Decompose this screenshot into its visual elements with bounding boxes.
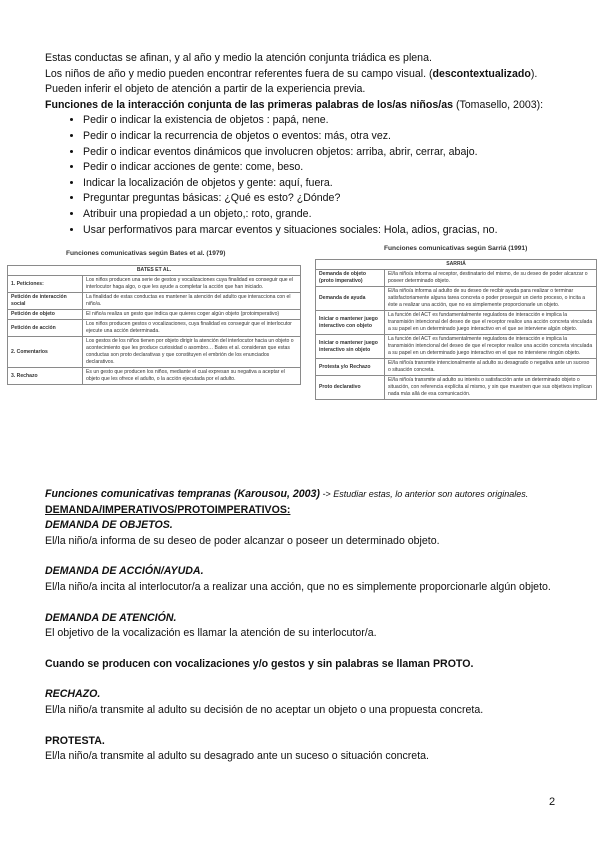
action-demand-heading: DEMANDA DE ACCIÓN/AYUDA. (45, 565, 204, 578)
sarria-table (315, 259, 597, 400)
attention-demand-heading: DEMANDA DE ATENCIÓN. (45, 611, 177, 624)
intro-line-2 (45, 67, 575, 83)
table-cell-value: La función del ACT es fundamentalmente reguladora de interacción e implica la transmisión intencional del deseo de que el receptor realice una acción concreta vinculada a su papel en un determinado juego interactivo en el que no interviene ningún objeto. (385, 335, 597, 359)
section-title-text: Funciones comunicativas tempranas (Karousou, 2003) (45, 488, 320, 500)
table-cell-key: Iniciar o mantener juego interactivo con objeto (316, 311, 385, 335)
table-row (8, 276, 301, 293)
protest-text: El/la niño/a transmite al adulto su desagrado ante un suceso o situación concreta. (45, 750, 429, 763)
table1-caption: Funciones comunicativas según Bates et al. (1979) (66, 250, 226, 257)
functions-list (45, 113, 575, 238)
table-cell-key: 3. Rechazo (8, 368, 83, 385)
protest-heading-text: PROTESTA. (45, 734, 105, 747)
list-item: • Pedir o indicar eventos dinámicos que involucren objetos: arriba, abrir, cerrar, abajo. (83, 145, 575, 161)
table-cell-value: La función del ACT es fundamentalmente reguladora de interacción e implica la transmisión intencional del deseo de que el receptor realice una acción concreta vinculada a su papel en un determinado juego interactivo en el que se interviene algún objeto. (385, 311, 597, 335)
intro-line-2-bold: descontextualizado (432, 67, 531, 80)
table-cell-key: Petición de acción (8, 320, 83, 337)
table-cell-value: El/la niño/a informa al receptor, destinatario del mismo, de su deseo de poder alcanzar o poseer determinado objeto. (385, 270, 597, 287)
action-demand-text: El/la niño/a incita al interlocutor/a a realizar una acción, que no es simplemente proporcionarle algún objeto. (45, 580, 551, 593)
reject-heading: RECHAZO. (45, 688, 101, 701)
object-demand-text: El/la niño/a informa de su deseo de poder alcanzar o poseer un determinado objeto. (45, 534, 440, 547)
list-item: • Pedir o indicar la existencia de objetos : papá, nene. (83, 113, 575, 129)
table-cell-key: 2. Comentarios (8, 337, 83, 368)
table-row (8, 293, 301, 310)
table-cell-value: El/la niño/a transmite intencionalmente al adulto su desagrado o negativa ante un suceso o situación concreta. (385, 359, 597, 376)
table-cell-value: Es un gesto que producen los niños, mediante el cual expresan su negativa a aceptar el objeto que les ofrece el adulto, o la acción ejecutada por el adulto. (83, 368, 301, 385)
section-title-note: -> Estudiar estas, lo anterior son autores originales. (319, 489, 529, 499)
intro-line-1: Estas conductas se afinan, y al año y medio la atención conjunta triádica es plena. (45, 52, 432, 64)
table-cell-value: Los niños producen gestos o vocalizaciones, cuya finalidad es conseguir que el interlocutor ejecute una acción determinada. (83, 320, 301, 337)
proto-note (45, 657, 575, 673)
table-row (316, 335, 597, 359)
list-item: • Usar performativos para marcar eventos y situaciones sociales: Hola, adios, gracias, no. (83, 223, 575, 239)
table-cell-value: El/la niño/a transmite al adulto su interés o satisfacción ante un determinado objeto o situación, con referencia explícita al mismo, y sin que muestren que sus objetivos implican nada más allá de esa comunicación. (385, 376, 597, 400)
list-item: • Pedir o indicar la recurrencia de objetos o eventos: más, otra vez. (83, 129, 575, 145)
table-cell-key: Petición de objeto (8, 310, 83, 320)
table-row (8, 310, 301, 320)
table-row (316, 270, 597, 287)
table-cell-key: Protesta y/o Rechazo (316, 359, 385, 376)
page-number: 2 (549, 796, 556, 808)
table-row (8, 337, 301, 368)
table-cell-key: Iniciar o mantener juego interactivo sin objeto (316, 335, 385, 359)
table-row (8, 368, 301, 385)
list-item: • Indicar la localización de objetos y gente: aquí, fuera. (83, 176, 575, 192)
list-item: • Preguntar preguntas básicas: ¿Qué es esto? ¿Dónde? (83, 191, 575, 207)
intro-block (45, 51, 575, 238)
demand-heading: DEMANDA/IMPERATIVOS/PROTOIMPERATIVOS: (45, 503, 291, 516)
bates-table (7, 265, 301, 385)
functions-heading (45, 98, 575, 114)
attention-demand-text: El objetivo de la vocalización es llamar la atención de su interlocutor/a. (45, 627, 377, 640)
intro-line-2-end: ). (530, 67, 538, 80)
protest-heading (45, 734, 575, 750)
table-cell-key: Proto declarativo (316, 376, 385, 400)
table-cell-value: Los gestos de los niños tienen por objeto dirigir la atención del interlocutor hacia un objeto o acontecimiento que les produce curiosidad o asombro… Bates et al. consideran que estas conductas son proto declarativas y que constituyen el embrión de los enunciados declarativos. (83, 337, 301, 368)
reject-text: El/la niño/a transmite al adulto su decisión de no aceptar un objeto o una propuesta concreta. (45, 703, 484, 716)
intro-line-3: Pueden inferir el objeto de atención a partir de la experiencia previa. (45, 83, 366, 96)
table2-header: SARRIÁ (316, 260, 597, 270)
list-item: • Atribuir una propiedad a un objeto,: roto, grande. (83, 207, 575, 223)
table-cell-value: El/la niño/a informa al adulto de su deseo de recibir ayuda para realizar o terminar satisfactoriamente alguna tarea concreta o poder proseguir un cierto proceso, o incita a éste a realizar una acción, que no es simplemente proporcionarle un objeto. (385, 287, 597, 311)
table-row (316, 311, 597, 335)
table-cell-key: 1. Peticiones: (8, 276, 83, 293)
table-row (316, 287, 597, 311)
functions-heading-ref: (Tomasello, 2003): (453, 98, 544, 111)
table1-header: BATES ET AL. (8, 266, 301, 276)
table-cell-key: Demanda de ayuda (316, 287, 385, 311)
section-title (45, 487, 575, 503)
intro-line-2-text: Los niños de año y medio pueden encontrar referentes fuera de su campo visual. ( (45, 67, 433, 80)
karousou-section (45, 487, 575, 765)
table2-caption: Funciones comunicativas según Sarriá (1991) (384, 245, 528, 252)
proto-note-text: Cuando se producen con vocalizaciones y/o gestos y sin palabras se llaman PROTO. (45, 657, 474, 670)
table-cell-key: Demanda de objeto (proto imperativo) (316, 270, 385, 287)
functions-heading-bold: Funciones de la interacción conjunta de las primeras palabras de los/as niños/as (45, 98, 453, 111)
list-item: • Pedir o indicar acciones de gente: come, beso. (83, 160, 575, 176)
table-cell-value: El niño/a realiza un gesto que indica que quieres coger algún objeto (protoimperativo) (83, 310, 301, 320)
table-row (316, 376, 597, 400)
table-cell-value: Los niños producen una serie de gestos y vocalizaciones cuya finalidad es conseguir que el interlocutor haga algo, o que les ayude a completar la acción que han iniciado. (83, 276, 301, 293)
table-row (316, 359, 597, 376)
table-row (8, 320, 301, 337)
table-cell-value: La finalidad de estas conductas es mantener la atención del adulto que interacciona con el niño/a. (83, 293, 301, 310)
object-demand-heading: DEMANDA DE OBJETOS. (45, 519, 173, 532)
table-cell-key: Petición de interacción social (8, 293, 83, 310)
